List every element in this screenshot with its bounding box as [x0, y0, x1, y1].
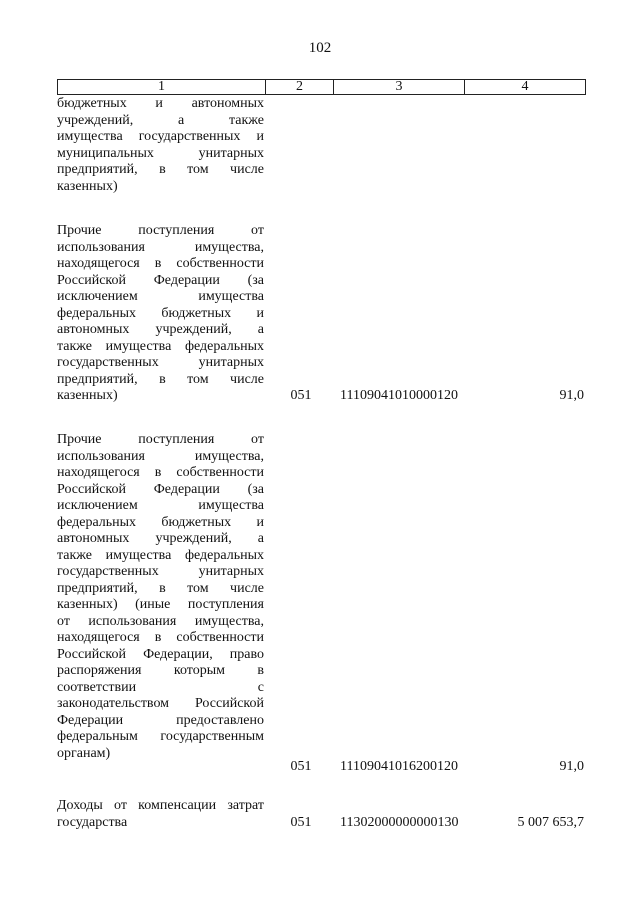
column-header-4: 4: [464, 80, 585, 94]
budget-admin-code: 051: [290, 388, 312, 403]
description-line: Российской Федерации (за: [57, 272, 264, 288]
row-description: [57, 798, 264, 831]
description-line: федеральных бюджетных и: [57, 305, 264, 321]
column-header-row: [57, 79, 586, 95]
description-line: Доходы от компенсации затрат: [57, 798, 264, 813]
description-line: государственных унитарных: [57, 564, 264, 579]
description-line: Прочие поступления от: [57, 432, 264, 447]
description-line: Федерации предоставлено: [57, 712, 264, 728]
row-description: [57, 432, 264, 762]
description-line: автономных учреждений, а: [57, 531, 264, 546]
description-line: находящегося в собственности: [57, 630, 264, 645]
description-line: законодательством Российской: [57, 696, 264, 711]
description-line: предприятий, в том числе: [57, 162, 264, 177]
description-line: муниципальных унитарных: [57, 145, 264, 161]
budget-admin-code: 051: [290, 759, 312, 774]
description-line: также имущества федеральных: [57, 338, 264, 354]
description-line: исключением имущества: [57, 498, 264, 513]
description-line: Российской Федерации, право: [57, 646, 264, 662]
description-line: предприятий, в том числе: [57, 580, 264, 596]
description-line: использования имущества,: [57, 239, 264, 255]
description-line: федеральных бюджетных и: [57, 514, 264, 530]
classification-code: 11109041010000120: [340, 388, 458, 403]
amount-value: 91,0: [559, 388, 584, 403]
description-line: Российской Федерации (за: [57, 481, 264, 497]
amount-value: 5 007 653,7: [517, 815, 584, 830]
amount-value: 91,0: [559, 759, 584, 774]
classification-code: 11109041016200120: [340, 759, 458, 774]
description-line: автономных учреждений, а: [57, 322, 264, 337]
description-line: федеральным государственным: [57, 729, 264, 744]
row-description: [57, 96, 264, 195]
description-line: учреждений, а также: [57, 112, 264, 128]
description-line: находящегося в собственности: [57, 465, 264, 480]
column-header-2: 2: [265, 80, 333, 94]
description-line: государства: [57, 814, 128, 830]
description-line: предприятий, в том числе: [57, 371, 264, 387]
description-line: государственных унитарных: [57, 355, 264, 370]
description-line: казенных) (иные поступления: [57, 597, 264, 612]
description-line: использования имущества,: [57, 448, 264, 464]
description-line: Прочие поступления от: [57, 223, 264, 238]
description-line: соответствии с: [57, 679, 264, 695]
description-line: находящегося в собственности: [57, 256, 264, 271]
column-header-3: 3: [333, 80, 464, 94]
description-line: органам): [57, 745, 111, 761]
description-line: также имущества федеральных: [57, 547, 264, 563]
classification-code: 11302000000000130: [340, 815, 459, 830]
column-header-1: 1: [158, 79, 165, 94]
budget-admin-code: 051: [290, 815, 312, 830]
page-number: 102: [308, 40, 332, 56]
description-line: казенных): [57, 388, 118, 403]
description-line: имущества государственных и: [57, 129, 264, 144]
description-line: казенных): [57, 178, 118, 194]
description-line: от использования имущества,: [57, 613, 264, 629]
row-description: [57, 223, 264, 405]
description-line: исключением имущества: [57, 289, 264, 304]
description-line: бюджетных и автономных: [57, 96, 264, 111]
description-line: распоряжения которым в: [57, 663, 264, 678]
